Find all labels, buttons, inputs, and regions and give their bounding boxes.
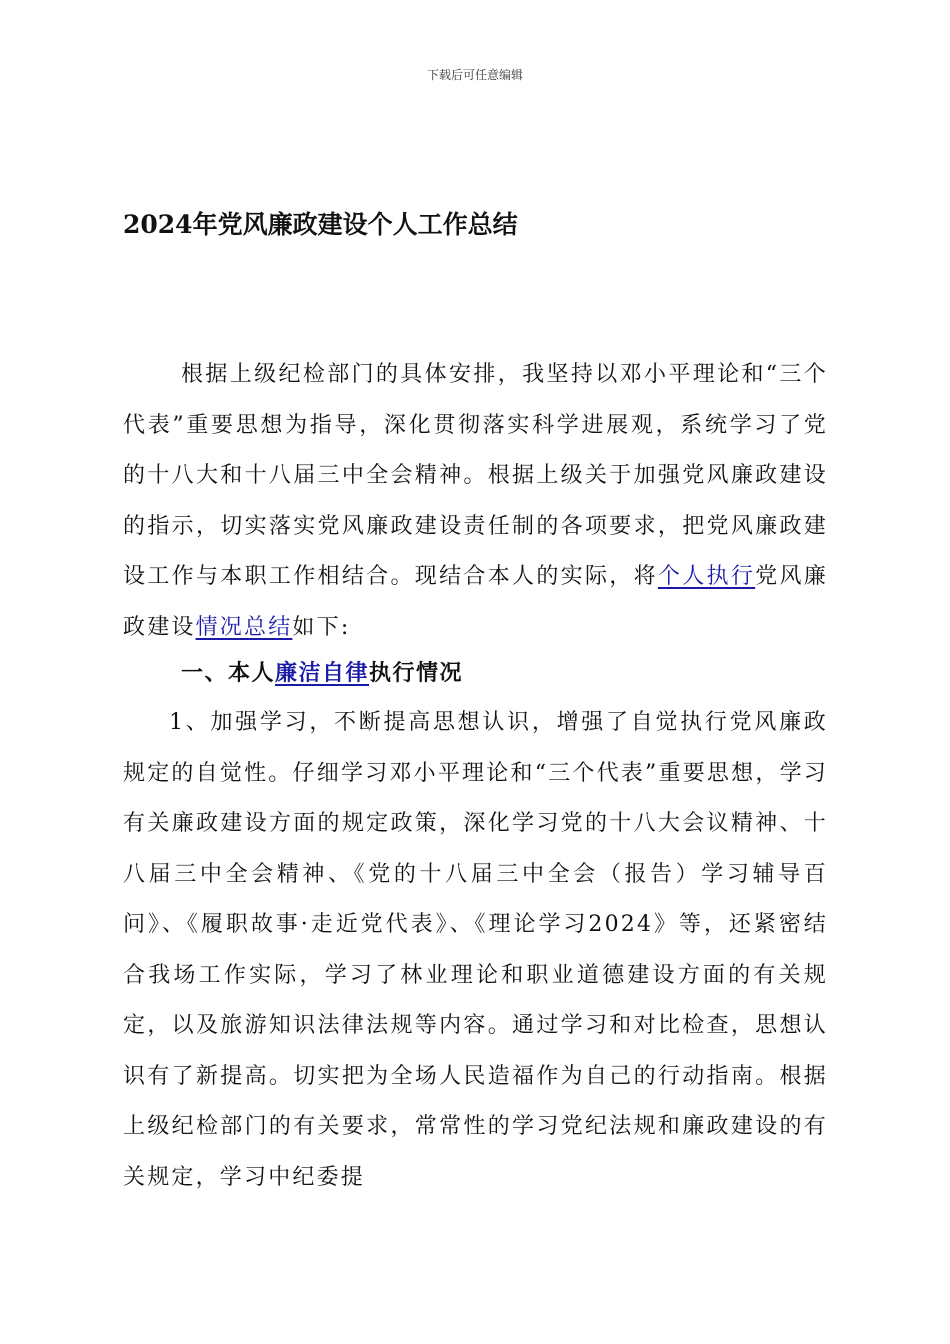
paragraph-intro-text-b: 党风廉政建设 xyxy=(123,564,828,640)
paragraph-intro-text-c: 如下: xyxy=(292,614,351,640)
section-heading-1 xyxy=(181,648,463,699)
paragraph-intro xyxy=(123,350,828,653)
section-heading-prefix: 一、本人 xyxy=(181,660,276,686)
link-integrity-self-discipline[interactable]: 廉洁自律 xyxy=(275,660,370,686)
link-personal-execution[interactable]: 个人执行 xyxy=(657,564,756,589)
header-note: 下载后可任意编辑 xyxy=(426,68,523,82)
paragraph-study: 1、加强学习，不断提高思想认识，增强了自觉执行党风廉政规定的自觉性。仔细学习邓小平理论和“三个代表”重要思想，学习有关廉政建设方面的规定政策，深化学习党的十八大会议精神、十八届三中全会精神、《党的十八届三中全会（报告）学习辅导百问》、《履职故事·走近党代表》、《理论学习2024》等，还紧密结合我场工作实际，学习了林业理论和职业道德建设方面的有关规定，以及旅游知识法律法规等内容。通过学习和对比检查，思想认识有了新提高。切实把为全场人民造福作为自己的行动指南。根据上级纪检部门的有关要求，常常性的学习党纪法规和廉政建设的有关规定，学习中纪委提 xyxy=(123,710,828,1190)
link-situation-summary[interactable]: 情况总结 xyxy=(195,614,293,640)
document-title: 2024年党风廉政建设个人工作总结 xyxy=(123,210,518,239)
section-heading-suffix: 执行情况 xyxy=(369,660,464,686)
paragraph-intro-text-a: 根据上级纪检部门的具体安排，我坚持以邓小平理论和“三个代表”重要思想为指导，深化贯彻落实科学进展观，系统学习了党的十八大和十八届三中全会精神。根据上级关于加强党风廉政建设的指示，切实落实党风廉政建设责任制的各项要求，把党风廉政建设工作与本职工作相结合。现结合本人的实际，将 xyxy=(123,362,828,589)
